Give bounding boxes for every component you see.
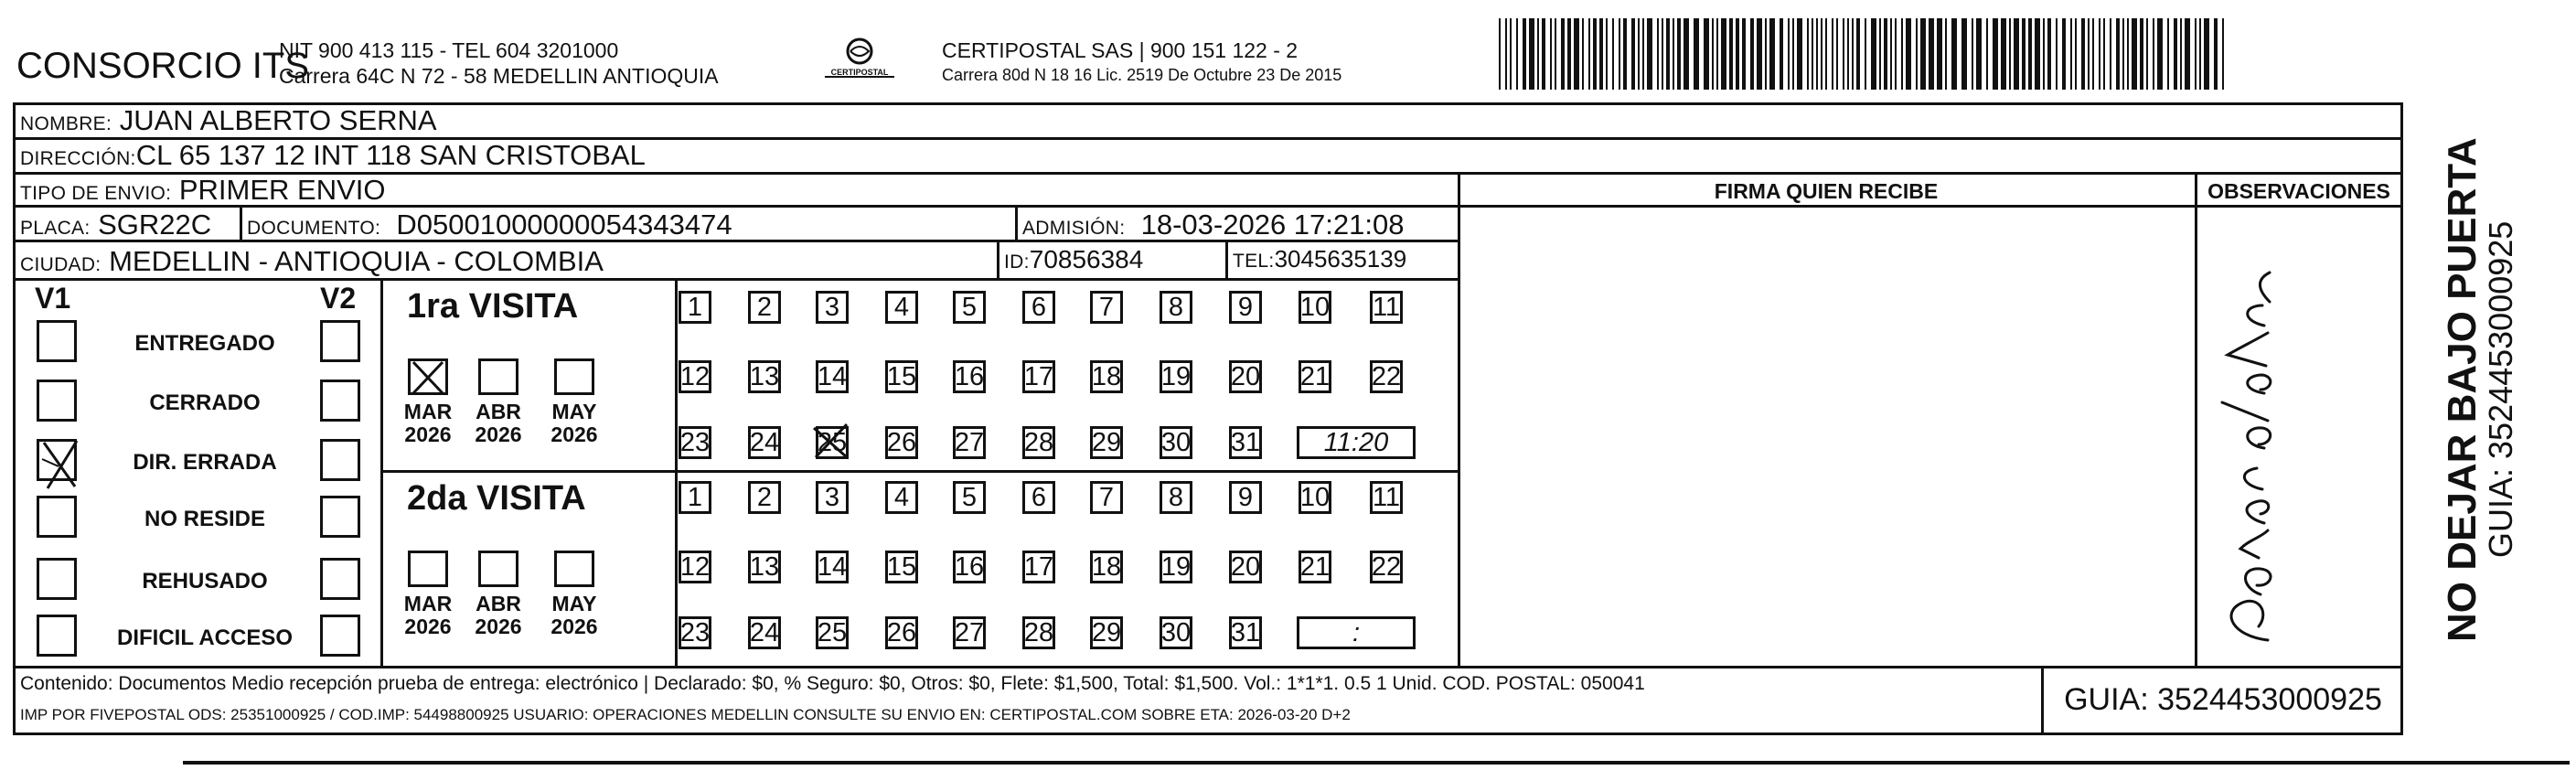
second-month-box-1[interactable] bbox=[478, 551, 518, 587]
tel-field: TEL:3045635139 bbox=[1233, 245, 1407, 273]
first-day-18[interactable]: 18 bbox=[1090, 360, 1123, 393]
v1-checkbox-5[interactable] bbox=[37, 615, 77, 657]
side-guia: GUIA: 3524453000925 bbox=[2482, 220, 2519, 558]
first-day-25[interactable]: 25 bbox=[816, 426, 849, 459]
first-month-box-2[interactable] bbox=[554, 358, 594, 395]
id-field: ID:70856384 bbox=[1004, 245, 1144, 273]
status-label-2: DIR. ERRADA bbox=[133, 450, 277, 475]
v1-checkbox-3[interactable] bbox=[37, 496, 77, 538]
first-day-30[interactable]: 30 bbox=[1160, 426, 1192, 459]
first-month-box-0[interactable] bbox=[408, 358, 448, 395]
first-day-19[interactable]: 19 bbox=[1160, 360, 1192, 393]
first-day-16[interactable]: 16 bbox=[953, 360, 986, 393]
v2-checkbox-1[interactable] bbox=[320, 380, 360, 422]
nombre-value: JUAN ALBERTO SERNA bbox=[119, 104, 437, 136]
first-month-label-0: MAR 2026 bbox=[403, 400, 453, 447]
second-day-18[interactable]: 18 bbox=[1090, 551, 1123, 583]
courier-line-2: Carrera 80d N 18 16 Lic. 2519 De Octubre 23 De 2015 bbox=[942, 66, 1342, 84]
second-day-27[interactable]: 27 bbox=[953, 616, 986, 649]
first-month-box-1[interactable] bbox=[478, 358, 518, 395]
second-day-21[interactable]: 21 bbox=[1299, 551, 1331, 583]
first-day-14[interactable]: 14 bbox=[816, 360, 849, 393]
first-time-box[interactable]: 11:20 bbox=[1297, 426, 1416, 459]
first-day-8[interactable]: 8 bbox=[1160, 291, 1192, 324]
v2-checkbox-5[interactable] bbox=[320, 615, 360, 657]
signature bbox=[2204, 265, 2304, 649]
second-day-11[interactable]: 11 bbox=[1370, 481, 1403, 514]
first-day-5[interactable]: 5 bbox=[953, 291, 986, 324]
company-line-2: Carrera 64C N 72 - 58 MEDELLIN ANTIOQUIA bbox=[279, 64, 719, 88]
admision-field: ADMISIÓN: 18-03-2026 17:21:08 bbox=[1022, 209, 1405, 241]
tipo-envio-value: PRIMER ENVIO bbox=[178, 174, 386, 206]
observaciones-header: OBSERVACIONES bbox=[2207, 179, 2390, 203]
courier-line-1: CERTIPOSTAL SAS | 900 151 122 - 2 bbox=[942, 38, 1299, 62]
second-day-16[interactable]: 16 bbox=[953, 551, 986, 583]
first-day-11[interactable]: 11 bbox=[1370, 291, 1403, 324]
first-month-label-1: ABR 2026 bbox=[475, 400, 522, 447]
barcode bbox=[1495, 18, 2227, 91]
second-day-23[interactable]: 23 bbox=[679, 616, 711, 649]
placa-value: SGR22C bbox=[98, 209, 212, 241]
ciudad-value: MEDELLIN - ANTIOQUIA - COLOMBIA bbox=[109, 245, 604, 277]
second-day-29[interactable]: 29 bbox=[1090, 616, 1123, 649]
status-label-3: NO RESIDE bbox=[144, 507, 266, 531]
second-day-17[interactable]: 17 bbox=[1022, 551, 1055, 583]
placa-field: PLACA: SGR22C bbox=[20, 209, 212, 241]
v1-checkbox-4[interactable] bbox=[37, 558, 77, 600]
documento-field: DOCUMENTO: D05001000000054343474 bbox=[247, 209, 732, 241]
second-month-box-0[interactable] bbox=[408, 551, 448, 587]
first-day-22[interactable]: 22 bbox=[1370, 360, 1403, 393]
id-value: 70856384 bbox=[1029, 245, 1144, 273]
first-day-4[interactable]: 4 bbox=[885, 291, 918, 324]
second-day-28[interactable]: 28 bbox=[1022, 616, 1055, 649]
v1-checkbox-0[interactable] bbox=[37, 320, 77, 362]
nombre-field: NOMBRE: JUAN ALBERTO SERNA bbox=[20, 104, 437, 136]
logo-text: CERTIPOSTAL bbox=[830, 68, 889, 77]
second-day-7[interactable]: 7 bbox=[1090, 481, 1123, 514]
first-day-15[interactable]: 15 bbox=[885, 360, 918, 393]
v1-header: V1 bbox=[35, 282, 71, 315]
first-day-10[interactable]: 10 bbox=[1299, 291, 1331, 324]
documento-value: D05001000000054343474 bbox=[396, 209, 732, 241]
status-label-5: DIFICIL ACCESO bbox=[116, 626, 293, 650]
second-day-15[interactable]: 15 bbox=[885, 551, 918, 583]
second-day-20[interactable]: 20 bbox=[1229, 551, 1262, 583]
second-month-box-2[interactable] bbox=[554, 551, 594, 587]
second-day-24[interactable]: 24 bbox=[748, 616, 781, 649]
first-visit-title: 1ra VISITA bbox=[407, 287, 579, 326]
admision-value: 18-03-2026 17:21:08 bbox=[1140, 209, 1405, 241]
second-day-31[interactable]: 31 bbox=[1229, 616, 1262, 649]
footer-line-1: Contenido: Documentos Medio recepción prueba de entrega: electrónico | Declarado: $0, % Seguro: $0, Otros: $0, Flete: $1,500, Total: $1,500. Vol.: 1*1*1. 0.5 1 Unid. COD. POSTAL: 050041 bbox=[20, 673, 1645, 694]
second-day-5[interactable]: 5 bbox=[953, 481, 986, 514]
second-day-10[interactable]: 10 bbox=[1299, 481, 1331, 514]
status-label-1: CERRADO bbox=[149, 390, 261, 415]
footer-line-2: IMP POR FIVEPOSTAL ODS: 25351000925 / COD.IMP: 54498800925 USUARIO: OPERACIONES MEDELLIN CONSULTE SU ENVIO EN: CERTIPOSTAL.COM SOBRE ETA: 2026-03-20 D+2 bbox=[20, 706, 1351, 723]
footer-guia: GUIA: 3524453000925 bbox=[2064, 682, 2382, 717]
first-day-23[interactable]: 23 bbox=[679, 426, 711, 459]
v1-checkbox-2[interactable] bbox=[37, 439, 77, 481]
tipo-envio-field: TIPO DE ENVIO: PRIMER ENVIO bbox=[20, 174, 386, 206]
first-day-27[interactable]: 27 bbox=[953, 426, 986, 459]
tel-value: 3045635139 bbox=[1274, 245, 1407, 273]
first-day-2[interactable]: 2 bbox=[748, 291, 781, 324]
second-month-label-0: MAR 2026 bbox=[403, 592, 453, 639]
first-day-12[interactable]: 12 bbox=[679, 360, 711, 393]
second-day-26[interactable]: 26 bbox=[885, 616, 918, 649]
first-day-3[interactable]: 3 bbox=[816, 291, 849, 324]
first-day-24[interactable]: 24 bbox=[748, 426, 781, 459]
first-day-28[interactable]: 28 bbox=[1022, 426, 1055, 459]
first-day-31[interactable]: 31 bbox=[1229, 426, 1262, 459]
second-day-6[interactable]: 6 bbox=[1022, 481, 1055, 514]
first-day-21[interactable]: 21 bbox=[1299, 360, 1331, 393]
company-line-1: NIT 900 413 115 - TEL 604 3201000 bbox=[279, 38, 619, 62]
v1-checkbox-1[interactable] bbox=[37, 380, 77, 422]
second-day-1[interactable]: 1 bbox=[679, 481, 711, 514]
v2-checkbox-4[interactable] bbox=[320, 558, 360, 600]
v2-checkbox-0[interactable] bbox=[320, 320, 360, 362]
direccion-value: CL 65 137 12 INT 118 SAN CRISTOBAL bbox=[135, 139, 646, 171]
v2-header: V2 bbox=[320, 282, 357, 315]
second-visit-title: 2da VISITA bbox=[407, 479, 586, 518]
first-day-7[interactable]: 7 bbox=[1090, 291, 1123, 324]
second-day-19[interactable]: 19 bbox=[1160, 551, 1192, 583]
v2-checkbox-3[interactable] bbox=[320, 496, 360, 538]
second-day-14[interactable]: 14 bbox=[816, 551, 849, 583]
first-day-29[interactable]: 29 bbox=[1090, 426, 1123, 459]
second-day-13[interactable]: 13 bbox=[748, 551, 781, 583]
status-label-0: ENTREGADO bbox=[134, 331, 275, 356]
first-day-9[interactable]: 9 bbox=[1229, 291, 1262, 324]
second-month-label-1: ABR 2026 bbox=[475, 592, 522, 639]
no-dejar-bajo-puerta: NO DEJAR BAJO PUERTA bbox=[2440, 137, 2485, 642]
first-day-1[interactable]: 1 bbox=[679, 291, 711, 324]
status-label-4: REHUSADO bbox=[142, 569, 268, 594]
second-day-30[interactable]: 30 bbox=[1160, 616, 1192, 649]
second-day-12[interactable]: 12 bbox=[679, 551, 711, 583]
v2-checkbox-2[interactable] bbox=[320, 439, 360, 481]
second-day-22[interactable]: 22 bbox=[1370, 551, 1403, 583]
second-day-4[interactable]: 4 bbox=[885, 481, 918, 514]
first-day-6[interactable]: 6 bbox=[1022, 291, 1055, 324]
first-month-label-2: MAY 2026 bbox=[550, 400, 598, 447]
first-day-13[interactable]: 13 bbox=[748, 360, 781, 393]
first-day-17[interactable]: 17 bbox=[1022, 360, 1055, 393]
company-name: CONSORCIO ITS bbox=[16, 46, 310, 86]
second-day-3[interactable]: 3 bbox=[816, 481, 849, 514]
first-day-20[interactable]: 20 bbox=[1229, 360, 1262, 393]
second-time-box[interactable]: : bbox=[1297, 616, 1416, 649]
certipostal-logo bbox=[814, 35, 905, 86]
direccion-field: DIRECCIÓN:CL 65 137 12 INT 118 SAN CRISTOBAL bbox=[20, 139, 646, 171]
second-day-9[interactable]: 9 bbox=[1229, 481, 1262, 514]
second-day-2[interactable]: 2 bbox=[748, 481, 781, 514]
ciudad-field: CIUDAD: MEDELLIN - ANTIOQUIA - COLOMBIA bbox=[20, 245, 604, 277]
first-day-26[interactable]: 26 bbox=[885, 426, 918, 459]
second-day-8[interactable]: 8 bbox=[1160, 481, 1192, 514]
firma-header: FIRMA QUIEN RECIBE bbox=[1714, 179, 1939, 203]
second-day-25[interactable]: 25 bbox=[816, 616, 849, 649]
second-month-label-2: MAY 2026 bbox=[550, 592, 598, 639]
